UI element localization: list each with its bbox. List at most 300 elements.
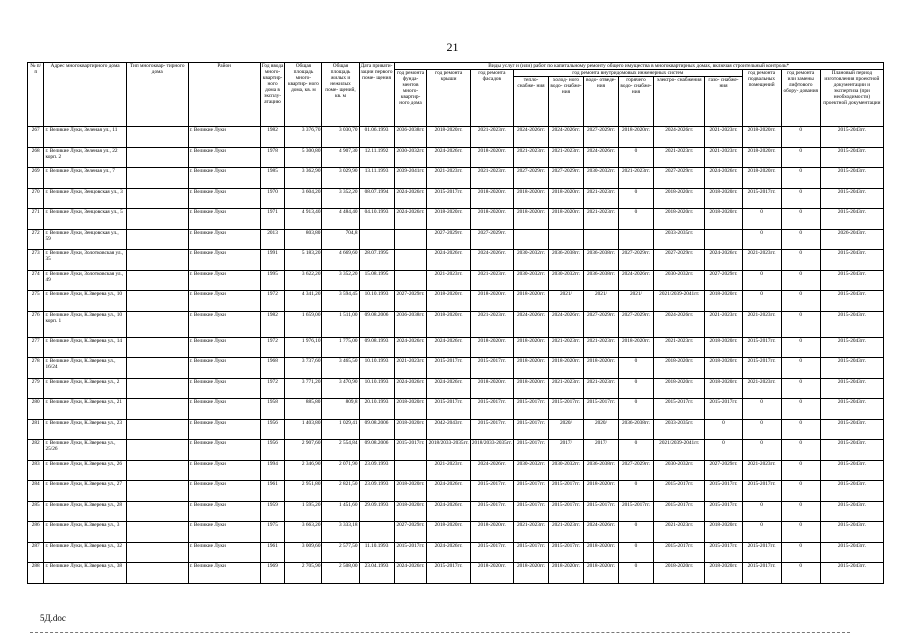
cell-elec: 2021-2023гг.	[653, 147, 704, 168]
cell-elec: 2030-2032гг.	[653, 460, 704, 481]
cell-lift: 0	[781, 542, 820, 563]
cell-period: 2015-2043гг.	[820, 209, 883, 230]
cell-addr: г. Великие Луки, К.Зверева ул., 10 корп. 1	[44, 311, 126, 337]
cell-lift: 0	[781, 188, 820, 209]
cell-period: 2015-2043гг.	[820, 563, 883, 584]
cell-year: 1971	[260, 209, 285, 230]
cell-base: 2021-2023гг.	[742, 250, 781, 271]
cell-gas	[705, 229, 742, 250]
cell-period: 2015-2043гг.	[820, 419, 883, 440]
cell-total: 4 913,40	[285, 209, 322, 230]
cell-total: 5 183,20	[285, 250, 322, 271]
cell-heat: 2015-2017гг.	[513, 399, 548, 420]
cell-addr: г. Великие Луки, Зеленая ул., 7	[44, 168, 126, 189]
cell-lift: 0	[781, 460, 820, 481]
cell-n: 281	[28, 419, 44, 440]
cell-total: 2 907,60	[285, 440, 322, 461]
cell-roof: 2021-2023гг.	[427, 460, 470, 481]
cell-fund: 2027-2029гг.	[394, 522, 427, 543]
cell-fund: 2021-2023гг.	[394, 358, 427, 379]
cell-priv: 10.10.1993	[359, 291, 394, 312]
cell-fund: 2015-2017гг.	[394, 440, 427, 461]
col-elec: электро- снабжения	[653, 77, 704, 127]
cell-hot: 0	[618, 399, 653, 420]
cell-gas: 2015-2017гг.	[705, 399, 742, 420]
cell-n: 271	[28, 209, 44, 230]
cell-addr: г. Великие Луки, К.Зверева ул., 27	[44, 481, 126, 502]
cell-lift: 0	[781, 501, 820, 522]
cell-priv: 23.09.1993	[359, 481, 394, 502]
cell-dist: г. Великие Луки	[188, 127, 260, 148]
cell-roof: 2027-2029гг.	[427, 229, 470, 250]
footer-filename: 5Д.doc	[40, 613, 66, 623]
cell-facade: 2015-2017гг.	[470, 501, 513, 522]
cell-fund: 2036-2038гг.	[394, 127, 427, 148]
cell-drain: 2030-2032гг.	[583, 168, 618, 189]
table-row	[28, 419, 884, 440]
cell-base: 2015-2017гг.	[742, 358, 781, 379]
cell-living: 1 775,00	[322, 337, 359, 358]
cell-base: 2015-2017гг.	[742, 563, 781, 584]
cell-hot: 2015-2017гг.	[618, 501, 653, 522]
cell-priv: 13.11.1993	[359, 168, 394, 189]
cell-gas: 2018-2020гг.	[705, 291, 742, 312]
cell-roof: 2024-2026гг.	[427, 481, 470, 502]
cell-priv	[359, 229, 394, 250]
cell-hot: 0	[618, 542, 653, 563]
cell-year: 1985	[260, 168, 285, 189]
cell-dist: г. Великие Луки	[188, 440, 260, 461]
cell-year: 1956	[260, 440, 285, 461]
col-systems: год ремонта внутридомовых инженерных систем	[513, 70, 742, 77]
cell-facade: 2015-2017гг.	[470, 358, 513, 379]
cell-priv: 10.10.1993	[359, 358, 394, 379]
cell-heat: 2018-2020гг.	[513, 337, 548, 358]
cell-base: 2015-2017гг.	[742, 188, 781, 209]
cell-period: 2015-2043гг.	[820, 188, 883, 209]
col-living-area: Общая площадь жилых и нежилых поме- щений, кв. м	[322, 63, 359, 127]
cell-type	[126, 311, 188, 337]
cell-addr: г. Великие Луки, К.Зверева ул., 23	[44, 419, 126, 440]
cell-type	[126, 563, 188, 584]
cell-dist: г. Великие Луки	[188, 311, 260, 337]
cell-period: 2015-2043гг.	[820, 250, 883, 271]
cell-elec: 2015-2017гг.	[653, 501, 704, 522]
cell-living: 3 470,90	[322, 378, 359, 399]
table-row	[28, 250, 884, 271]
cell-base: 0	[742, 270, 781, 291]
cell-drain: 2036-2038гг.	[583, 460, 618, 481]
cell-living: 3 333,18	[322, 522, 359, 543]
cell-total: 1 403,80	[285, 419, 322, 440]
cell-total: 885,80	[285, 399, 322, 420]
cell-base: 0	[742, 399, 781, 420]
cell-dist: г. Великие Луки	[188, 419, 260, 440]
cell-drain: 2027-2029гг.	[583, 127, 618, 148]
cell-total: 3 362,90	[285, 168, 322, 189]
cell-heat: 2015-2017гг.	[513, 542, 548, 563]
table-row	[28, 188, 884, 209]
cell-fund	[394, 229, 427, 250]
cell-living: 3 030,70	[322, 127, 359, 148]
cell-gas: 2021-2023гг.	[705, 127, 742, 148]
cell-heat: 2024-2026гг.	[513, 127, 548, 148]
cell-drain: 2036-2038гг.	[583, 270, 618, 291]
table-row	[28, 522, 884, 543]
cell-living: 4 907,30	[322, 147, 359, 168]
cell-facade: 2021-2023гг.	[470, 311, 513, 337]
cell-type	[126, 501, 188, 522]
cell-elec: 2018-2020гг.	[653, 209, 704, 230]
cell-hot: 2024-2026гг.	[618, 270, 653, 291]
cell-type	[126, 440, 188, 461]
cell-lift: 0	[781, 229, 820, 250]
cell-hot: 0	[618, 522, 653, 543]
cell-dist: г. Великие Луки	[188, 399, 260, 420]
cell-fund: 2015-2017гг.	[394, 542, 427, 563]
cell-roof: 2015-2017гг.	[427, 188, 470, 209]
cell-priv: 09.08.2006	[359, 440, 394, 461]
cell-elec: 2024-2026гг.	[653, 311, 704, 337]
cell-dist: г. Великие Луки	[188, 291, 260, 312]
cell-heat: 2018-2020гг.	[513, 378, 548, 399]
cell-period: 2015-2043гг.	[820, 291, 883, 312]
cell-facade: 2015-2017гг.	[470, 399, 513, 420]
cell-roof: 2021-2023гг.	[427, 168, 470, 189]
cell-living: 2 508,00	[322, 563, 359, 584]
cell-type	[126, 250, 188, 271]
cell-lift: 0	[781, 311, 820, 337]
cell-base: 2015-2017гг.	[742, 481, 781, 502]
cell-fund	[394, 250, 427, 271]
cell-type	[126, 270, 188, 291]
cell-drain: 2021/	[583, 291, 618, 312]
cell-gas: 2024-2026гг.	[705, 168, 742, 189]
cell-living: 704,8	[322, 229, 359, 250]
cell-dist: г. Великие Луки	[188, 168, 260, 189]
cell-gas: 2015-2017гг.	[705, 501, 742, 522]
cell-dist: г. Великие Луки	[188, 481, 260, 502]
col-cold: холод- ного водо- снабже- ния	[548, 77, 583, 127]
cell-type	[126, 229, 188, 250]
cell-addr: г. Великие Луки, Зенцовская ул., 3	[44, 188, 126, 209]
cell-hot: 0	[618, 147, 653, 168]
cell-addr: г. Великие Луки, Зенцовская ул., 59	[44, 229, 126, 250]
cell-facade: 2018-2020гг.	[470, 209, 513, 230]
cell-fund: 2039-2041гг.	[394, 168, 427, 189]
cell-dist: г. Великие Луки	[188, 378, 260, 399]
cell-drain: 2024-2026гг.	[583, 147, 618, 168]
cell-n: 278	[28, 358, 44, 379]
cell-drain: 2018-2020гг.	[583, 481, 618, 502]
col-address: Адрес многоквартирного дома	[44, 63, 126, 127]
cell-year: 1969	[260, 563, 285, 584]
cell-drain: 2018-2020гг.	[583, 563, 618, 584]
cell-total: 5 300,80	[285, 147, 322, 168]
cell-gas: 0	[705, 419, 742, 440]
cell-hot: 0	[618, 209, 653, 230]
cell-n: 286	[28, 522, 44, 543]
cell-gas: 2021-2023гг.	[705, 147, 742, 168]
cell-facade: 2015-2017гг.	[470, 542, 513, 563]
cell-elec: 2033-2035гг.	[653, 419, 704, 440]
cell-gas: 2018-2020гг.	[705, 337, 742, 358]
cell-elec: 2024-2026гг.	[653, 127, 704, 148]
page-edge-divider	[30, 632, 850, 633]
cell-fund: 2030-2032гг.	[394, 147, 427, 168]
cell-dist: г. Великие Луки	[188, 522, 260, 543]
cell-facade: 2024-2026гг.	[470, 460, 513, 481]
cell-drain: 2018-2020гг.	[583, 542, 618, 563]
cell-heat	[513, 229, 548, 250]
table-row	[28, 542, 884, 563]
cell-priv: 09.08.2006	[359, 419, 394, 440]
cell-fund: 2018-2020гг.	[394, 501, 427, 522]
cell-addr: г. Великие Луки, К.Зверева ул., 2	[44, 378, 126, 399]
cell-roof: 2024-2026гг.	[427, 542, 470, 563]
cell-elec: 2027-2029гг.	[653, 250, 704, 271]
cell-fund: 2024-2026гг.	[394, 209, 427, 230]
cell-n: 282	[28, 440, 44, 461]
cell-addr: г. Великие Луки, К.Зверева ул., 10	[44, 291, 126, 312]
cell-type	[126, 337, 188, 358]
cell-total: 3 009,60	[285, 542, 322, 563]
cell-living: 1 451,60	[322, 501, 359, 522]
table-row	[28, 358, 884, 379]
cell-roof: 2021-2023гг.	[427, 270, 470, 291]
cell-fund: 2024-2026гг.	[394, 337, 427, 358]
cell-type	[126, 209, 188, 230]
cell-dist: г. Великие Луки	[188, 188, 260, 209]
cell-year: 1972	[260, 337, 285, 358]
cell-type	[126, 188, 188, 209]
cell-period: 2015-2043гг.	[820, 399, 883, 420]
cell-facade: 2018-2020гг.	[470, 188, 513, 209]
cell-elec: 2018-2020гг.	[653, 358, 704, 379]
cell-elec: 2021-2023гг.	[653, 337, 704, 358]
cell-gas: 2018-2020гг.	[705, 563, 742, 584]
cell-lift: 0	[781, 270, 820, 291]
cell-roof: 2018/2033-2035гг.	[427, 440, 470, 461]
cell-addr: г. Великие Луки, Зеленая ул., 11	[44, 127, 126, 148]
cell-fund: 2018-2020гг.	[394, 481, 427, 502]
cell-roof: 2024-2026гг.	[427, 147, 470, 168]
col-period: Плановый период изготовления проектной документации и экспертиза (при необходимости) проектной документации	[820, 70, 883, 127]
cell-period: 2015-2043гг.	[820, 460, 883, 481]
col-fund: год ремонта фунда- ментов много- квартир- ного дома	[394, 70, 427, 127]
cell-fund: 2024-2026гг.	[394, 378, 427, 399]
cell-living: 3 029,90	[322, 168, 359, 189]
cell-cold: 2018-2020гг.	[548, 358, 583, 379]
cell-gas: 2024-2026гг.	[705, 250, 742, 271]
cell-priv: 09.08.1993	[359, 337, 394, 358]
cell-heat: 2030-2032гг.	[513, 250, 548, 271]
cell-base: 0	[742, 501, 781, 522]
cell-lift: 0	[781, 481, 820, 502]
cell-cold: 2027-2029гг.	[548, 168, 583, 189]
cell-n: 276	[28, 311, 44, 337]
cell-dist: г. Великие Луки	[188, 542, 260, 563]
cell-facade: 2018-2020гг.	[470, 147, 513, 168]
cell-lift: 0	[781, 168, 820, 189]
table-row	[28, 501, 884, 522]
table-row	[28, 481, 884, 502]
cell-priv: 09.08.2006	[359, 311, 394, 337]
col-group-title: Виды услуг и (или) работ по капитальному ремонту общего имущества в многоквартирных домах, включая строительный контроль*	[394, 63, 883, 70]
cell-type	[126, 147, 188, 168]
cell-gas: 0	[705, 440, 742, 461]
cell-drain: 2021-2023гг.	[583, 209, 618, 230]
cell-year: 1968	[260, 358, 285, 379]
cell-base: 2015-2017гг.	[742, 542, 781, 563]
col-year: Год ввода много- квартир- ного дома в эксплу- атацию	[260, 63, 285, 127]
cell-hot: 0	[618, 481, 653, 502]
cell-lift: 0	[781, 337, 820, 358]
cell-total: 3 604,20	[285, 188, 322, 209]
cell-n: 277	[28, 337, 44, 358]
cell-year: 1956	[260, 419, 285, 440]
table-row	[28, 147, 884, 168]
cell-elec: 2021-2023гг.	[653, 522, 704, 543]
table-row	[28, 270, 884, 291]
cell-priv	[359, 522, 394, 543]
cell-total: 1 976,10	[285, 337, 322, 358]
cell-facade: 2027-2029гг.	[470, 229, 513, 250]
cell-roof: 2024-2026гг.	[427, 501, 470, 522]
cell-drain: 2021-2023гг.	[583, 378, 618, 399]
cell-hot	[618, 229, 653, 250]
page-number: 21	[446, 40, 459, 54]
table-row	[28, 337, 884, 358]
cell-n: 279	[28, 378, 44, 399]
cell-n: 269	[28, 168, 44, 189]
cell-cold: 2021-2023гг.	[548, 337, 583, 358]
cell-hot: 0	[618, 378, 653, 399]
cell-period: 2015-2043гг.	[820, 542, 883, 563]
cell-lift: 0	[781, 209, 820, 230]
cell-living: 1 029,41	[322, 419, 359, 440]
col-drain: водо- отведе- ния	[583, 77, 618, 127]
cell-heat: 2018-2020гг.	[513, 358, 548, 379]
cell-total: 3 376,70	[285, 127, 322, 148]
cell-base: 2021-2023гг.	[742, 460, 781, 481]
cell-elec: 2018-2020гг.	[653, 378, 704, 399]
cell-facade: 2024-2026гг.	[470, 250, 513, 271]
cell-fund: 2018-2020гг.	[394, 419, 427, 440]
cell-lift: 0	[781, 147, 820, 168]
cell-period: 2015-2043гг.	[820, 168, 883, 189]
cell-roof: 2018-2020гг.	[427, 291, 470, 312]
cell-base: 2018-2020гг.	[742, 168, 781, 189]
cell-fund: 2024-2026гг.	[394, 188, 427, 209]
cell-base: 2021-2023гг.	[742, 311, 781, 337]
cell-type	[126, 481, 188, 502]
cell-hot: 2021-2023гг.	[618, 168, 653, 189]
cell-dist: г. Великие Луки	[188, 229, 260, 250]
cell-lift: 0	[781, 440, 820, 461]
cell-n: 280	[28, 399, 44, 420]
cell-dist: г. Великие Луки	[188, 209, 260, 230]
table-row	[28, 168, 884, 189]
cell-cold: 2020/	[548, 419, 583, 440]
cell-heat: 2024-2026гг.	[513, 311, 548, 337]
cell-type	[126, 378, 188, 399]
cell-elec: 2015-2017гг.	[653, 542, 704, 563]
cell-total: 3 771,20	[285, 378, 322, 399]
table-row	[28, 460, 884, 481]
cell-living: 2 577,50	[322, 542, 359, 563]
cell-total: 1 595,20	[285, 501, 322, 522]
cell-cold: 2036-2038гг.	[548, 250, 583, 271]
cell-drain: 2021-2023гг.	[583, 337, 618, 358]
col-type: Тип многоквар- тирного дома	[126, 63, 188, 127]
cell-total: 3 622,20	[285, 270, 322, 291]
cell-fund: 2027-2029гг.	[394, 291, 427, 312]
cell-roof: 2015-2017гг.	[427, 358, 470, 379]
cell-priv: 10.10.1993	[359, 378, 394, 399]
cell-gas: 2018-2020гг.	[705, 378, 742, 399]
cell-cold: 2015-2017гг.	[548, 542, 583, 563]
cell-gas: 2015-2017гг.	[705, 542, 742, 563]
cell-cold: 2030-2032гг.	[548, 270, 583, 291]
cell-facade: 2018-2020гг.	[470, 522, 513, 543]
cell-living: 2 821,50	[322, 481, 359, 502]
cell-year: 1991	[260, 250, 285, 271]
cell-roof: 2018-2020гг.	[427, 127, 470, 148]
cell-fund	[394, 270, 427, 291]
cell-drain: 2024-2026гг.	[583, 522, 618, 543]
table-row	[28, 127, 884, 148]
cell-priv: 15.08.1995	[359, 270, 394, 291]
cell-year: 1995	[260, 270, 285, 291]
cell-base: 0	[742, 291, 781, 312]
cell-living: 3 594,45	[322, 291, 359, 312]
cell-drain: 2018-2020гг.	[583, 358, 618, 379]
cell-heat: 2021-2023гг.	[513, 522, 548, 543]
col-priv-date: Дата привати- зации первого поме- щения	[359, 63, 394, 127]
cell-priv: 29.09.1993	[359, 501, 394, 522]
cell-addr: г. Великие Луки, К.Зверева ул., 28	[44, 501, 126, 522]
cell-addr: г. Великие Луки, К.Зверева ул., 32	[44, 542, 126, 563]
cell-hot: 0	[618, 563, 653, 584]
cell-period: 2015-2043гг.	[820, 501, 883, 522]
cell-period: 2015-2043гг.	[820, 440, 883, 461]
cell-roof: 2018-2020гг.	[427, 522, 470, 543]
cell-dist: г. Великие Луки	[188, 147, 260, 168]
cell-living: 809,8	[322, 399, 359, 420]
cell-base: 2015-2017гг.	[742, 337, 781, 358]
cell-type	[126, 419, 188, 440]
cell-addr: г. Великие Луки, К.Зверева ул., 26	[44, 460, 126, 481]
cell-gas: 2027-2029гг.	[705, 270, 742, 291]
table-row	[28, 378, 884, 399]
cell-year: 1982	[260, 311, 285, 337]
cell-year: 1961	[260, 481, 285, 502]
cell-addr: г. Великие Луки, К.Зверева ул., 3	[44, 522, 126, 543]
cell-type	[126, 127, 188, 148]
cell-addr: г. Великие Луки, К.Зверева ул., 21	[44, 399, 126, 420]
cell-hot: 2027-2029гг.	[618, 250, 653, 271]
cell-period: 2015-2043гг.	[820, 378, 883, 399]
cell-gas: 2027-2029гг.	[705, 460, 742, 481]
cell-base: 0	[742, 440, 781, 461]
cell-heat: 2015-2017гг.	[513, 501, 548, 522]
cell-heat: 2018-2020гг.	[513, 209, 548, 230]
cell-year: 1959	[260, 501, 285, 522]
repair-schedule-table	[27, 62, 884, 584]
cell-fund	[394, 460, 427, 481]
table-row	[28, 440, 884, 461]
